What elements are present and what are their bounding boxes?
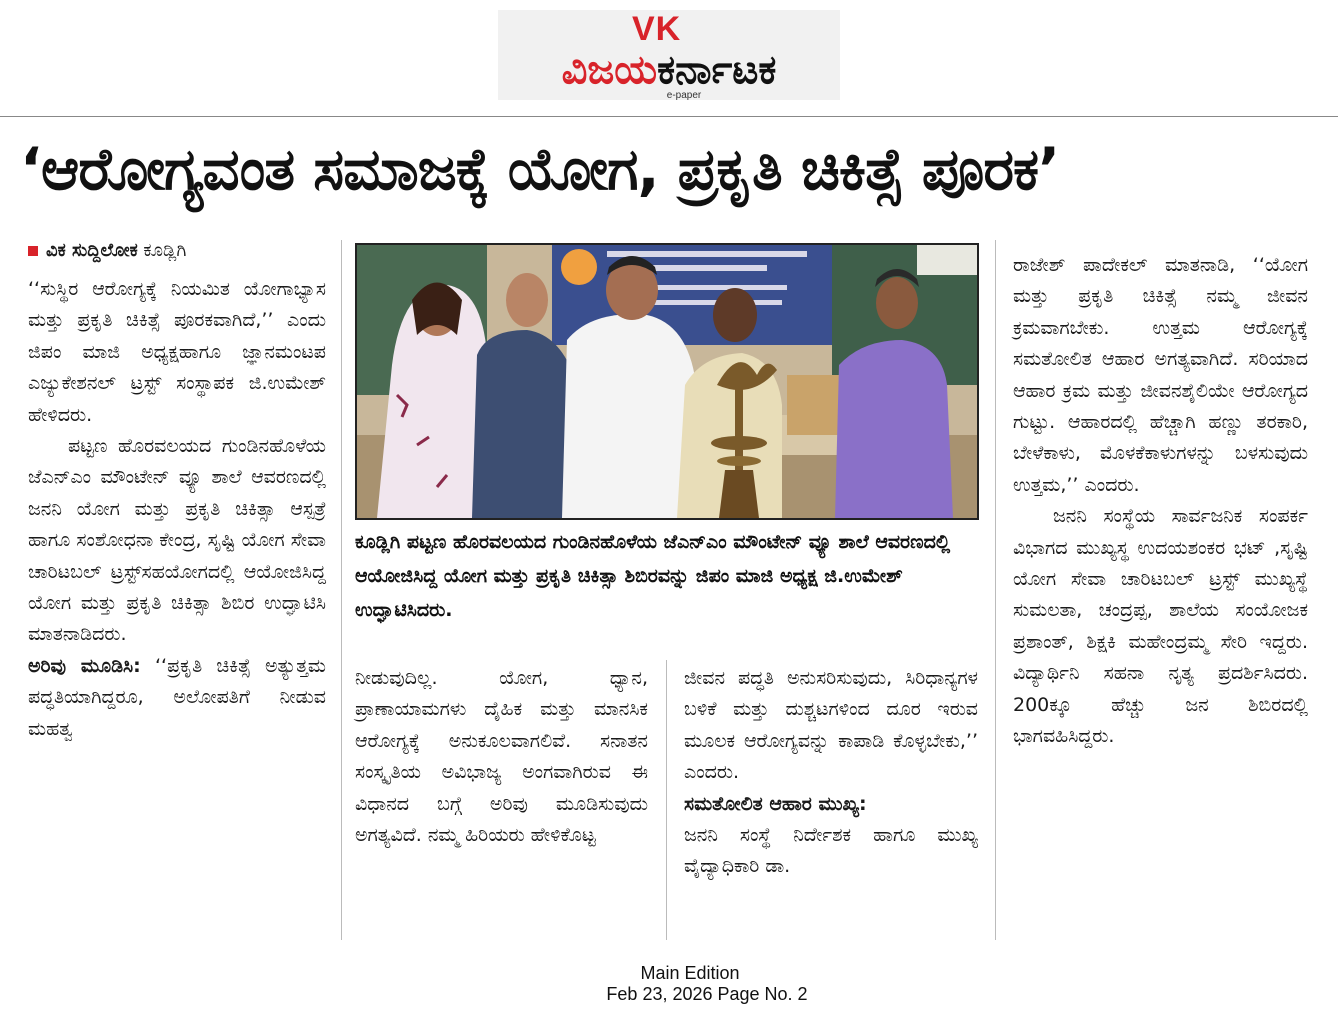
col4-paragraph-2: ಜನನಿ ಸಂಸ್ಥೆಯ ಸಾರ್ವಜನಿಕ ಸಂಪರ್ಕ ವಿಭಾಗದ ಮುಖ್ಯಸ್ಥ ಉದಯಶಂಕರ ಭಟ್ ,ಸೃಷ್ಟಿ ಯೋಗ ಸೇವಾ ಚಾರಿಟಬಲ್ ಟ್ರಸ್ಟ್ ಮುಖ್ಯಸ್ಥೆ ಸುಮಲತಾ, ಚಂದ್ರಪ್ಪ, ಶಾಲೆಯ ಸಂಯೋಜಕ ಪ್ರಶಾಂತ್, ಶಿಕ್ಷಕಿ ಮಹೇಂದ್ರಮ್ಮ ಸೇರಿ ಇದ್ದರು. ವಿದ್ಯಾರ್ಥಿನಿ ಸಹನಾ ನೃತ್ಯ ಪ್ರದರ್ಶಿಸಿದರು. 200ಕ್ಕೂ ಹೆಚ್ಚು ಜನ ಶಿಬಿರದಲ್ಲಿ ಭಾಗವಹಿಸಿದ್ದರು. [1013, 505, 1308, 748]
page-footer [560, 963, 820, 1005]
event-photo-image [357, 245, 977, 518]
footer-date-page: Feb 23, 2026 Page No. 2 [606, 984, 808, 1004]
masthead-subtitle: e-paper [666, 90, 702, 101]
article-photo [355, 243, 979, 520]
article-column-1 [28, 274, 326, 745]
article-headline: ‘ಆರೋಗ್ಯವಂತ ಸಮಾಜಕ್ಕೆ ಯೋಗ, ಪ್ರಕೃತಿ ಚಿಕಿತ್ಸೆ ಪೂರಕ’ [20, 135, 1060, 203]
byline [28, 240, 186, 261]
masthead-divider [0, 116, 1338, 117]
masthead-title-part2: ಕರ್ನಾಟಕ [657, 47, 777, 93]
col1-paragraph-1: ‘‘ಸುಸ್ಥಿರ ಆರೋಗ್ಯಕ್ಕೆ ನಿಯಮಿತ ಯೋಗಾಭ್ಯಾಸ ಮತ್ತು ಪ್ರಕೃತಿ ಚಿಕಿತ್ಸೆ ಪೂರಕವಾಗಿದೆ,’’ ಎಂದು ಜಿಪಂ ಮಾಜಿ ಅಧ್ಯಕ್ಷಹಾಗೂ ಜ್ಞಾನಮಂಟಪ ಎಜ್ಯುಕೇಶನಲ್ ಟ್ರಸ್ಟ್ ಸಂಸ್ಥಾಪಕ ಜಿ.ಉಮೇಶ್ ಹೇಳಿದರು. [28, 278, 326, 426]
byline-source: ವಿಕ ಸುದ್ದಿಲೋಕ [46, 240, 138, 261]
article-column-3 [684, 663, 978, 883]
col1-subhead: ಅರಿವು ಮೂಡಿಸಿ: [28, 654, 141, 677]
col1-paragraph-2: ಪಟ್ಟಣ ಹೊರವಲಯದ ಗುಂಡಿನಹೊಳೆಯ ಜೆಎನ್‌ಎಂ ಮೌಂಟೇನ್ ವ್ಯೂ ಶಾಲೆ ಆವರಣದಲ್ಲಿ ಜನನಿ ಯೋಗ ಮತ್ತು ಪ್ರಕೃತಿ ಚಿಕಿತ್ಸಾ ಆಸ್ಪತ್ರೆ ಹಾಗೂ ಸಂಶೋಧನಾ ಕೇಂದ್ರ, ಸೃಷ್ಟಿ ಯೋಗ ಸೇವಾ ಚಾರಿಟಬಲ್ ಟ್ರಸ್ಟ್‌ಸಹಯೋಗದಲ್ಲಿ ಆಯೋಜಿಸಿದ್ದ ಯೋಗ ಮತ್ತು ಪ್ರಕೃತಿ ಚಿಕಿತ್ಸಾ ಶಿಬಿರ ಉದ್ಘಾಟಿಸಿ ಮಾತನಾಡಿದರು. [28, 435, 326, 646]
column-divider [995, 240, 996, 940]
photo-caption: ಕೂಡ್ಲಿಗಿ ಪಟ್ಟಣ ಹೊರವಲಯದ ಗುಂಡಿನಹೊಳೆಯ ಜೆಎನ್‌ಎಂ ಮೌಂಟೇನ್ ವ್ಯೂ ಶಾಲೆ ಆವರಣದಲ್ಲಿ ಆಯೋಜಿಸಿದ್ದ ಯೋಗ ಮತ್ತು ಪ್ರಕೃತಿ ಚಿಕಿತ್ಸಾ ಶಿಬಿರವನ್ನು ಜಿಪಂ ಮಾಜಿ ಅಧ್ಯಕ್ಷ ಜಿ.ಉಮೇಶ್ ಉದ್ಘಾಟಿಸಿದರು. [355, 531, 951, 621]
col1-paragraph-3-text: ‘‘ಪ್ರಕೃತಿ ಚಿಕಿತ್ಸೆ ಅತ್ಯುತ್ತಮ ಪದ್ಧತಿಯಾಗಿದ್ದರೂ, ಅಲೋಪತಿಗೆ ನೀಡುವ ಮಹತ್ವ [28, 654, 326, 740]
col1-paragraph-3 [28, 651, 326, 745]
col3-paragraph-2: ಜನನಿ ಸಂಸ್ಥೆ ನಿರ್ದೇಶಕ ಹಾಗೂ ಮುಖ್ಯ ವೈದ್ಯಾಧಿಕಾರಿ ಡಾ. [684, 824, 978, 878]
article-column-2 [355, 663, 648, 851]
column-divider [666, 660, 667, 940]
col4-paragraph-1: ರಾಜೇಶ್ ಪಾದೇಕಲ್ ಮಾತನಾಡಿ, ‘‘ಯೋಗ ಮತ್ತು ಪ್ರಕೃತಿ ಚಿಕಿತ್ಸೆ ನಮ್ಮ ಜೀವನ ಕ್ರಮವಾಗಬೇಕು. ಉತ್ತಮ ಆರೋಗ್ಯಕ್ಕೆ ಸಮತೋಲಿತ ಆಹಾರ ಅಗತ್ಯವಾಗಿದೆ. ಸರಿಯಾದ ಆಹಾರ ಕ್ರಮ ಮತ್ತು ಜೀವನಶೈಲಿಯೇ ಆರೋಗ್ಯದ ಗುಟ್ಟು. ಆಹಾರದಲ್ಲಿ ಹೆಚ್ಚಾಗಿ ಹಣ್ಣು ತರಕಾರಿ, ಬೇಳೆಕಾಳು, ಮೊಳಕೆಕಾಳುಗಳನ್ನು ಬಳಸುವುದು ಉತ್ತಮ,’’ ಎಂದರು. [1013, 254, 1308, 496]
byline-place: ಕೂಡ್ಲಿಗಿ [143, 240, 187, 261]
byline-marker-icon [28, 246, 38, 256]
column-divider [341, 240, 342, 940]
masthead-title [498, 48, 840, 92]
masthead-logo [498, 10, 840, 100]
masthead-vk: VK [632, 10, 682, 48]
col3-subhead: ಸಮತೋಲಿತ ಆಹಾರ ಮುಖ್ಯ: [684, 792, 867, 815]
article-column-4 [1013, 250, 1308, 753]
masthead-title-part1: ವಿಜಯ [561, 47, 658, 93]
col3-paragraph-1: ಜೀವನ ಪದ್ಧತಿ ಅನುಸರಿಸುವುದು, ಸಿರಿಧಾನ್ಯಗಳ ಬಳಿಕೆ ಮತ್ತು ದುಶ್ಚಟಗಳಿಂದ ದೂರ ಇರುವ ಮೂಲಕ ಆರೋಗ್ಯವನ್ನು ಕಾಪಾಡಿ ಕೊಳ್ಳಬೇಕು,’’ ಎಂದರು. [684, 667, 978, 784]
col2-paragraph-1: ನೀಡುವುದಿಲ್ಲ. ಯೋಗ, ಧ್ಯಾನ, ಪ್ರಾಣಾಯಾಮಗಳು ದೈಹಿಕ ಮತ್ತು ಮಾನಸಿಕ ಆರೋಗ್ಯಕ್ಕೆ ಅನುಕೂಲವಾಗಲಿವೆ. ಸನಾತನ ಸಂಸ್ಕೃತಿಯ ಅವಿಭಾಜ್ಯ ಅಂಗವಾಗಿರುವ ಈ ವಿಧಾನದ ಬಗ್ಗೆ ಅರಿವು ಮೂಡಿಸುವುದು ಅಗತ್ಯವಿದೆ. ನಮ್ಮ ಹಿರಿಯರು ಹೇಳಿಕೊಟ್ಟ [355, 667, 648, 847]
footer-edition: Main Edition [640, 963, 740, 983]
